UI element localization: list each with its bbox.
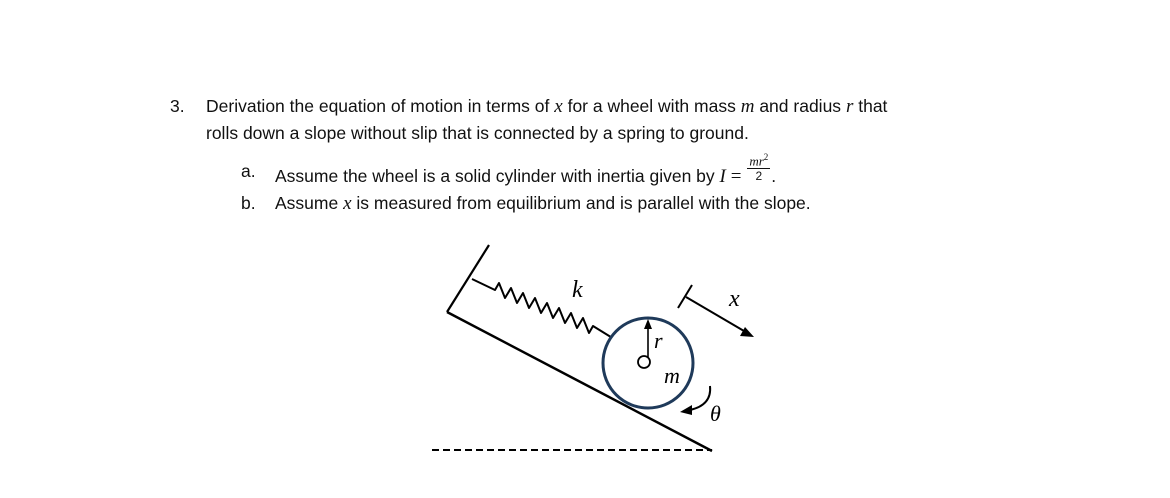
part-b-text-2: is measured from equilibrium and is parallel with the slope. xyxy=(356,193,811,213)
wheel-hub xyxy=(638,356,650,368)
label-x: x xyxy=(729,286,740,312)
label-m: m xyxy=(664,363,680,388)
var-x-b: x xyxy=(343,193,352,214)
theta-arrowhead xyxy=(680,405,692,415)
var-x: x xyxy=(554,96,563,117)
var-r: r xyxy=(845,96,854,117)
var-m: m xyxy=(740,96,755,117)
problem-text-1: Derivation the equation of motion in terms of xyxy=(206,96,550,116)
label-k: k xyxy=(572,277,583,303)
problem-number: 3. xyxy=(170,96,185,116)
label-theta: θ xyxy=(710,401,721,426)
x-arrowhead xyxy=(740,327,754,337)
equals-sign: = xyxy=(730,166,742,188)
problem-text-2: for a wheel with mass xyxy=(567,96,736,116)
wall-line xyxy=(447,245,489,312)
problem-text-4: that xyxy=(858,96,888,116)
var-I: I xyxy=(719,166,726,188)
part-b-text-1: Assume xyxy=(275,193,339,213)
part-a-letter: a. xyxy=(241,161,256,181)
problem-line-2: rolls down a slope without slip that is connected by a spring to ground. xyxy=(206,123,749,143)
x-origin-tick xyxy=(678,285,692,308)
part-b-letter: b. xyxy=(241,193,256,213)
fraction-numerator: $mr^2$ xyxy=(749,152,769,169)
part-a-period: . xyxy=(771,166,777,187)
label-r: r xyxy=(654,328,663,353)
part-a-text: Assume the wheel is a solid cylinder with inertia given by xyxy=(275,166,715,187)
problem-text-3: and radius xyxy=(759,96,842,116)
fraction-denominator: 2 xyxy=(755,169,763,184)
theta-rotation-arc xyxy=(690,386,710,410)
